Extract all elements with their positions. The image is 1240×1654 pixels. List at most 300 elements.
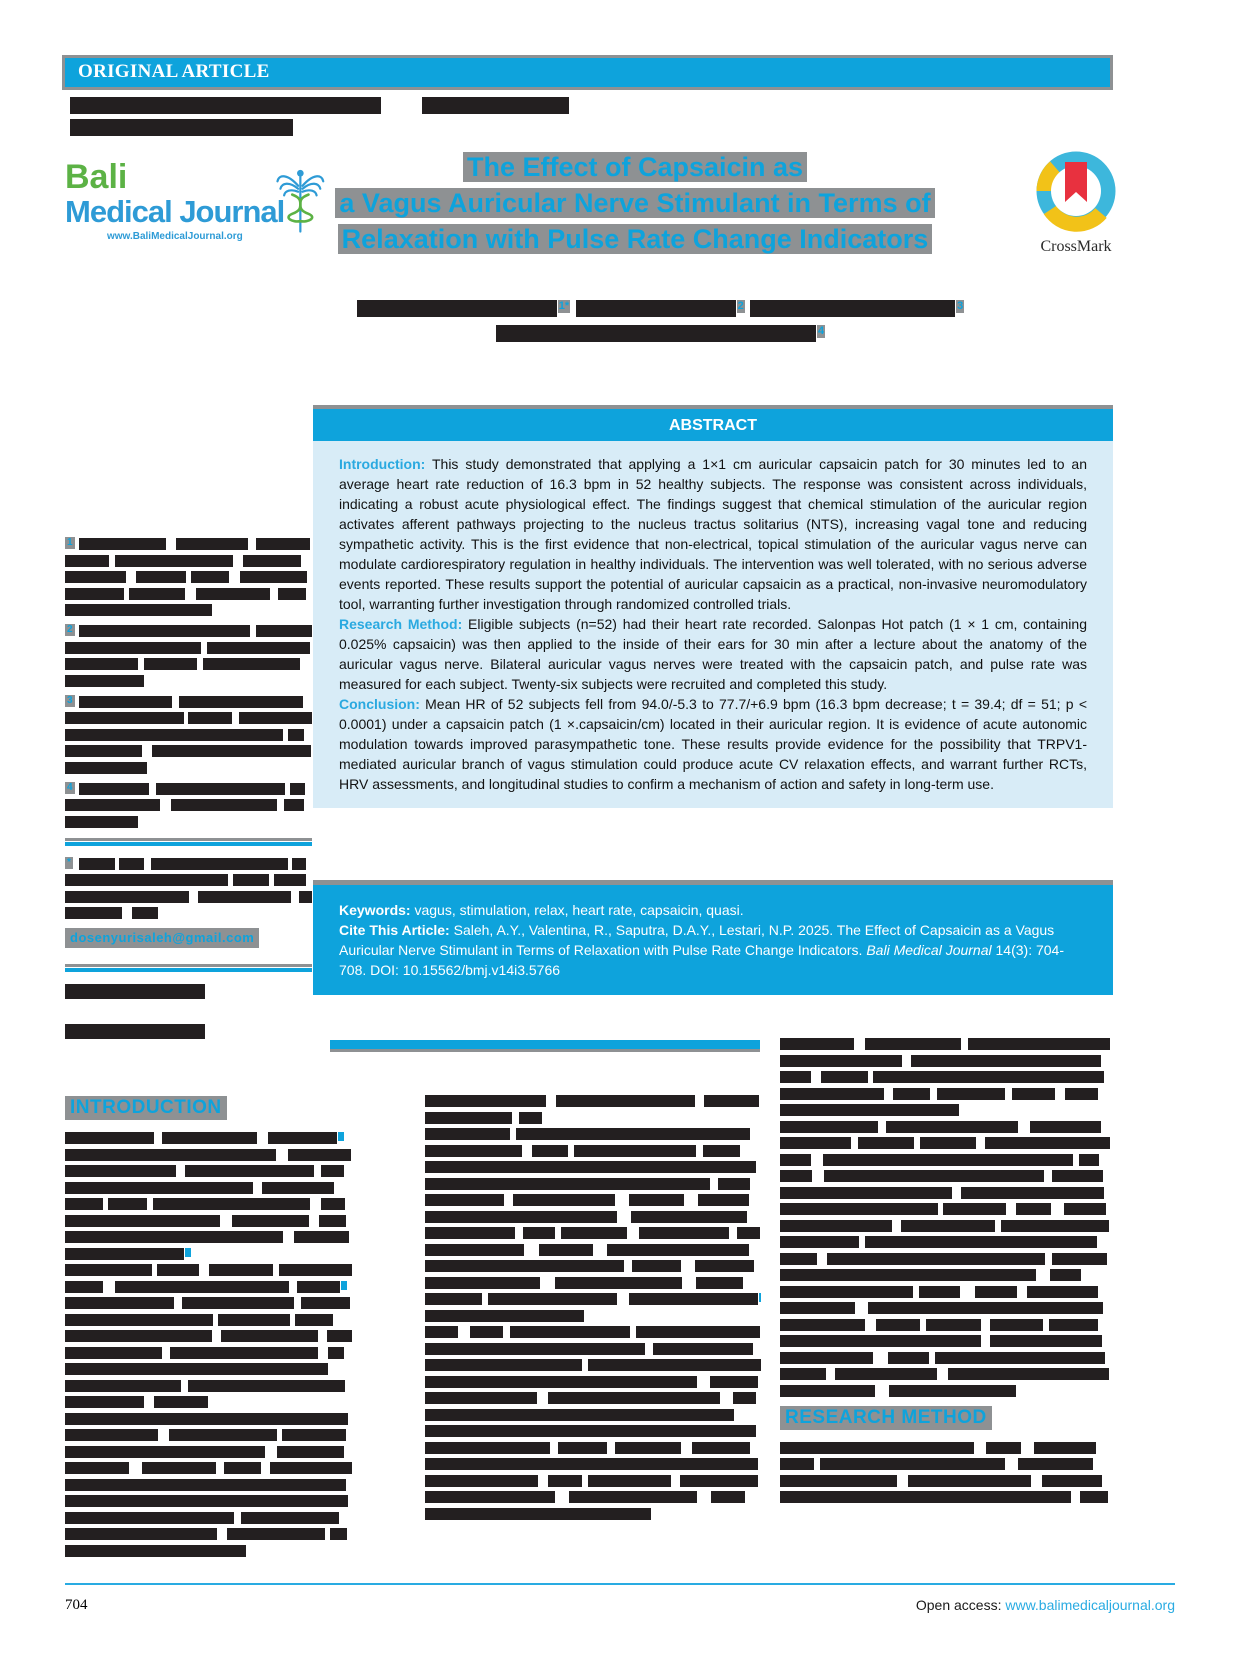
research-method-heading-label: RESEARCH METHOD — [780, 1406, 992, 1430]
redaction-bar — [295, 1380, 345, 1392]
redaction-bar — [192, 1363, 295, 1375]
redaction-bar — [103, 712, 184, 724]
keywords-line — [339, 900, 1087, 920]
citation-text-tail: 14(3): 704-708. DOI: 10.15562/bmj.v14i3.5766 — [339, 942, 1064, 978]
redaction-bar — [301, 1297, 350, 1309]
article-type-label: ORIGINAL ARTICLE — [78, 61, 270, 82]
redaction-bar — [129, 604, 212, 616]
redacted-line — [65, 729, 312, 741]
redaction-bar — [258, 1281, 289, 1293]
citation-mark — [759, 1293, 761, 1302]
redacted-line — [65, 1231, 353, 1243]
redacted-line — [425, 1359, 761, 1371]
redaction-bar — [873, 1368, 937, 1380]
abstract-conclusion-text: Mean HR of 52 subjects fell from 94.0/-5.3 to 77.7/+6.9 bpm (16.3 bpm decrease; t = 39.4; df = 51; p < 0.0001) under a capsaicin patch (1 ×.capsaicin/cm) located in their auricular region. It is evidence of acute autonomic modulation towards improved parasympathetic tone. These results provide evidence for the possibility that TRPV1-mediated auricular branch of vagus stimulation could produce acute CV relaxation effects, and warrant further RCTs, HRV assessments, and longitudinal studies to confirm a mechanism of action and safety in long-term use. — [339, 696, 1088, 792]
open-access-label: Open access: — [915, 1597, 1002, 1613]
redaction-bar — [873, 1071, 989, 1083]
redacted-line — [780, 1137, 1111, 1149]
redaction-bar — [425, 1128, 510, 1140]
redaction-bar — [919, 1286, 960, 1298]
redaction-bar — [1018, 1458, 1093, 1470]
redaction-bar — [188, 712, 232, 724]
redacted-line — [65, 1380, 353, 1392]
redacted-line — [65, 1182, 353, 1194]
received-date-redacted — [65, 984, 205, 999]
redaction-bar — [425, 1095, 546, 1107]
redaction-bar — [879, 1154, 942, 1166]
redacted-line — [780, 1038, 1111, 1050]
abstract-heading-label: ABSTRACT — [669, 417, 757, 434]
redaction-bar — [462, 1359, 582, 1371]
redaction-bar — [79, 625, 164, 637]
redacted-line — [425, 1409, 761, 1421]
affiliation-superscript: 1 — [67, 537, 73, 548]
redaction-bar — [65, 1248, 159, 1260]
redaction-bar — [159, 642, 201, 654]
redacted-line — [65, 1479, 353, 1491]
redacted-line — [780, 1121, 1111, 1133]
redaction-bar — [218, 1314, 250, 1326]
redaction-bar — [654, 1392, 686, 1404]
redaction-bar — [233, 874, 269, 886]
redaction-bar — [227, 1528, 254, 1540]
redacted-line — [425, 1392, 761, 1404]
redaction-bar — [945, 1491, 1071, 1503]
redacted-line — [65, 555, 312, 567]
redaction-bar — [1012, 1088, 1056, 1100]
redaction-bar — [153, 1198, 231, 1210]
redacted-line — [65, 1462, 353, 1474]
redaction-bar — [1030, 1121, 1083, 1133]
redacted-line — [780, 1335, 1111, 1347]
redacted-line — [425, 1425, 761, 1437]
redaction-bar — [497, 1178, 610, 1190]
redaction-bar — [1016, 1203, 1051, 1215]
redacted-link-line — [330, 1040, 760, 1052]
redacted-line — [425, 1491, 761, 1503]
redaction-bar — [70, 97, 381, 114]
redaction-bar — [79, 783, 149, 795]
redaction-bar — [170, 1347, 203, 1359]
affiliations-sidebar — [65, 538, 312, 1039]
redaction-bar — [780, 1335, 886, 1347]
redaction-bar — [115, 555, 184, 567]
redaction-bar — [65, 1182, 159, 1194]
redacted-line — [425, 1343, 761, 1355]
redaction-bar — [321, 1165, 344, 1177]
redaction-bar — [203, 658, 249, 670]
redaction-bar — [274, 874, 306, 886]
redaction-bar — [548, 1392, 653, 1404]
redacted-line — [65, 1512, 353, 1524]
abstract-conclusion-label: Conclusion: — [339, 696, 420, 712]
redaction-bar — [737, 1227, 759, 1239]
redaction-bar — [1057, 1368, 1109, 1380]
redaction-bar — [65, 762, 147, 774]
redaction-bar — [854, 1187, 952, 1199]
article-type-banner — [62, 55, 1113, 90]
introduction-heading — [65, 1096, 353, 1120]
redaction-bar — [698, 1194, 749, 1206]
affiliation-3 — [65, 696, 312, 774]
redaction-bar — [558, 1442, 607, 1454]
redaction-bar — [425, 1458, 460, 1470]
redaction-bar — [65, 1429, 158, 1441]
research-method-heading — [780, 1406, 1111, 1430]
abstract-body — [313, 441, 1113, 808]
redaction-bar — [196, 588, 269, 600]
redaction-bar — [65, 816, 138, 828]
redaction-bar — [236, 1413, 348, 1425]
redaction-bar — [629, 1194, 683, 1206]
redacted-line — [65, 538, 312, 550]
redacted-line — [780, 1269, 1111, 1281]
redaction-bar — [321, 1198, 345, 1210]
redaction-bar — [182, 1231, 283, 1243]
redaction-bar — [935, 1253, 1045, 1265]
redaction-bar — [710, 1376, 757, 1388]
redaction-bar — [207, 642, 268, 654]
redaction-bar — [889, 1385, 1016, 1397]
redacted-line — [65, 712, 312, 724]
redaction-bar — [270, 1462, 353, 1474]
redacted-line — [425, 1227, 761, 1239]
redaction-bar — [519, 1508, 651, 1520]
redaction-bar — [512, 1425, 629, 1437]
redaction-bar — [780, 1154, 811, 1166]
redaction-bar — [507, 1161, 601, 1173]
redaction-bar — [780, 1104, 884, 1116]
redaction-bar — [425, 1194, 504, 1206]
affiliation-4 — [65, 783, 312, 828]
redaction-bar — [65, 642, 159, 654]
redaction-bar — [278, 588, 306, 600]
redacted-line — [780, 1236, 1111, 1248]
redaction-bar — [574, 1145, 696, 1157]
redaction-bar — [630, 1409, 733, 1421]
citation-journal-name: Bali Medical Journal — [866, 942, 992, 958]
body-text-redacted — [425, 1095, 761, 1520]
redaction-bar — [425, 1376, 459, 1388]
redacted-line — [65, 696, 312, 708]
redacted-line — [780, 1352, 1111, 1364]
redaction-bar — [164, 625, 250, 637]
redacted-line — [70, 119, 1110, 136]
redaction-bar — [168, 1446, 265, 1458]
redaction-bar — [780, 1269, 898, 1281]
redaction-bar — [719, 1293, 758, 1305]
redacted-line — [425, 1475, 761, 1487]
redaction-bar — [519, 1112, 542, 1124]
redaction-bar — [893, 1088, 930, 1100]
redaction-bar — [780, 1187, 854, 1199]
redaction-bar — [229, 783, 285, 795]
redaction-bar — [295, 1314, 333, 1326]
redaction-bar — [561, 1227, 627, 1239]
redaction-bar — [65, 658, 138, 670]
redaction-bar — [1080, 1491, 1108, 1503]
redaction-bar — [951, 1170, 1044, 1182]
redaction-bar — [282, 1429, 346, 1441]
redaction-bar — [425, 1178, 497, 1190]
redaction-bar — [65, 675, 144, 687]
affiliation-1-redacted — [65, 538, 312, 616]
redaction-bar — [425, 1161, 456, 1173]
open-access-url[interactable]: www.balimedicaljournal.org — [1005, 1597, 1175, 1613]
redaction-bar — [215, 745, 245, 757]
redaction-bar — [569, 1491, 697, 1503]
redaction-bar — [990, 1319, 1043, 1331]
redaction-bar — [780, 1038, 854, 1050]
redaction-bar — [488, 1293, 617, 1305]
redaction-bar — [319, 1215, 345, 1227]
redaction-bar — [718, 1178, 750, 1190]
redaction-bar — [529, 1409, 630, 1421]
redacted-line — [780, 1385, 1111, 1397]
redaction-bar — [65, 1495, 166, 1507]
redaction-bar — [152, 745, 215, 757]
redaction-bar — [279, 1264, 352, 1276]
redaction-bar — [906, 1442, 974, 1454]
redaction-bar — [780, 1352, 824, 1364]
redaction-bar — [65, 1545, 174, 1557]
redaction-bar — [166, 1495, 196, 1507]
redacted-line — [65, 1413, 353, 1425]
redaction-bar — [1050, 1269, 1081, 1281]
redaction-bar — [780, 1137, 851, 1149]
redacted-line — [65, 762, 312, 774]
redaction-bar — [780, 1088, 884, 1100]
redacted-line — [65, 1132, 353, 1144]
redacted-line — [65, 625, 312, 637]
abstract-introduction-text: This study demonstrated that applying a 1×1 cm auricular capsaicin patch for 30 minutes led to an average heart rate reduction of 16.3 bpm in 52 healthy subjects. The response was consistent across individuals, indicating a robust acute physiological effect. The findings suggest that chemical stimulation of the auricular region activates afferent pathways projecting to the nucleus tractus solitarius (NTS), increasing vagal tone and reducing sympathetic activity. This is the first evidence that non-electrical, topical stimulation of the auricular vagus nerve can modulate cardiorespiratory regulation in healthy individuals. The intervention was well tolerated, with no serious adverse events reported. These results support the potential of auricular capsaicin as a practical, non-invasive neuromodulatory tool, warranting further investigation through randomized controlled trials. — [339, 456, 1087, 612]
redaction-bar — [926, 1319, 980, 1331]
redaction-bar — [241, 1512, 338, 1524]
citation-text: Saleh, A.Y., Valentina, R., Saputra, D.A.Y., Lestari, N.P. 2025. The Effect of Capsaicin as a Vagus Auricular Nerve Stimulant in Terms of Relaxation with Pulse Rate Change Indicators. — [339, 922, 1055, 958]
redacted-line — [425, 1277, 761, 1289]
redacted-line — [780, 1071, 1111, 1083]
redaction-bar — [780, 1368, 826, 1380]
redaction-bar — [296, 745, 311, 757]
redaction-bar — [131, 1528, 216, 1540]
redacted-line — [65, 1297, 353, 1309]
redaction-bar — [425, 1260, 495, 1272]
redaction-bar — [942, 1154, 1074, 1166]
redaction-bar — [169, 1429, 276, 1441]
redacted-line — [65, 858, 312, 870]
redaction-bar — [1082, 1121, 1101, 1133]
author-superscript: 3 — [957, 300, 964, 312]
redacted-line — [425, 1458, 761, 1470]
redaction-bar — [65, 1149, 96, 1161]
redacted-line — [65, 745, 312, 757]
redaction-bar — [250, 1314, 290, 1326]
redaction-bar — [65, 1380, 181, 1392]
page-number: 704 — [65, 1597, 88, 1613]
affiliation-3-redacted — [65, 696, 312, 774]
redacted-line — [65, 1429, 353, 1441]
redaction-bar — [865, 1038, 961, 1050]
redacted-line — [780, 1302, 1111, 1314]
redaction-bar — [695, 1260, 754, 1272]
redacted-line — [65, 1281, 353, 1293]
redaction-bar — [780, 1458, 814, 1470]
redaction-bar — [653, 1343, 752, 1355]
redacted-line — [65, 642, 312, 654]
redaction-bar — [780, 1491, 821, 1503]
redacted-line — [425, 1178, 761, 1190]
redacted-author-name — [750, 300, 955, 317]
research-method-text-redacted — [780, 1442, 1111, 1504]
open-access-line — [916, 1597, 1175, 1614]
redacted-line — [425, 1095, 761, 1107]
redaction-bar — [108, 1198, 147, 1210]
redaction-bar — [639, 1227, 729, 1239]
redaction-bar — [948, 1368, 1057, 1380]
redaction-bar — [1001, 1220, 1079, 1232]
redaction-bar — [1061, 1038, 1110, 1050]
redaction-bar — [310, 1495, 348, 1507]
redaction-bar — [733, 1392, 756, 1404]
redaction-bar — [901, 1220, 995, 1232]
redaction-bar — [425, 1343, 542, 1355]
redaction-bar — [425, 1310, 490, 1322]
redaction-bar — [112, 874, 179, 886]
redaction-bar — [108, 1446, 168, 1458]
redaction-bar — [195, 1495, 310, 1507]
redaction-bar — [65, 1215, 92, 1227]
redaction-bar — [65, 1198, 103, 1210]
redaction-bar — [1081, 1071, 1104, 1083]
redaction-bar — [65, 1347, 162, 1359]
redaction-bar — [65, 1132, 154, 1144]
author-line — [300, 300, 1020, 318]
redaction-bar — [886, 1121, 972, 1133]
authors-redacted — [300, 300, 1020, 350]
redaction-bar — [292, 858, 306, 870]
redacted-author-name — [357, 300, 557, 317]
introduction-text-redacted — [65, 1132, 353, 1557]
redaction-bar — [188, 1380, 295, 1392]
redaction-bar — [178, 1149, 276, 1161]
redacted-line — [65, 874, 312, 886]
body-column-2 — [425, 1095, 761, 1524]
redaction-bar — [425, 1211, 539, 1223]
redacted-line — [425, 1211, 761, 1223]
redaction-bar — [227, 858, 288, 870]
redaction-bar — [937, 1458, 1005, 1470]
redaction-bar — [821, 1071, 868, 1083]
redaction-bar — [481, 1425, 512, 1437]
redaction-bar — [65, 1297, 174, 1309]
redaction-bar — [260, 1330, 318, 1342]
redaction-bar — [937, 1236, 993, 1248]
redaction-bar — [65, 604, 129, 616]
redaction-bar — [65, 1528, 131, 1540]
redaction-bar — [542, 1343, 645, 1355]
redaction-bar — [191, 571, 229, 583]
logo-url[interactable]: www.BaliMedicalJournal.org — [107, 231, 243, 242]
corresponding-email[interactable]: dosenyurisaleh@gmail.com — [70, 930, 255, 945]
redacted-line — [780, 1475, 1111, 1487]
redaction-bar — [868, 1253, 935, 1265]
redaction-bar — [780, 1071, 811, 1083]
redaction-bar — [516, 1128, 646, 1140]
redaction-bar — [886, 1335, 930, 1347]
redaction-bar — [780, 1475, 897, 1487]
redaction-bar — [937, 1088, 1005, 1100]
redaction-bar — [65, 1264, 152, 1276]
redaction-bar — [680, 1475, 757, 1487]
redacted-line — [780, 1055, 1111, 1067]
redaction-bar — [171, 799, 196, 811]
redaction-bar — [425, 1491, 555, 1503]
redaction-bar — [65, 1512, 173, 1524]
redaction-bar — [668, 1458, 759, 1470]
redaction-bar — [232, 1215, 309, 1227]
redacted-line — [780, 1442, 1111, 1454]
redaction-bar — [159, 1182, 253, 1194]
redaction-bar — [460, 1458, 563, 1470]
affiliation-1 — [65, 538, 312, 616]
sidebar-divider — [65, 964, 312, 972]
redacted-line — [65, 658, 312, 670]
redaction-bar — [865, 1236, 936, 1248]
redaction-bar — [114, 1314, 213, 1326]
redacted-line — [65, 1165, 353, 1177]
redacted-line — [425, 1244, 761, 1256]
redaction-bar — [470, 1326, 503, 1338]
redaction-bar — [249, 658, 300, 670]
redacted-line — [65, 1330, 353, 1342]
redaction-bar — [562, 1458, 667, 1470]
redaction-bar — [1080, 1220, 1110, 1232]
redaction-bar — [151, 858, 227, 870]
redaction-bar — [254, 1528, 324, 1540]
redaction-bar — [1076, 1187, 1104, 1199]
redaction-bar — [995, 1475, 1031, 1487]
redaction-bar — [989, 1071, 1081, 1083]
redaction-bar — [911, 1055, 1001, 1067]
redacted-line — [425, 1145, 761, 1157]
redaction-bar — [630, 1095, 695, 1107]
redaction-bar — [632, 1260, 681, 1272]
redaction-bar — [79, 858, 115, 870]
redacted-line — [425, 1293, 761, 1305]
redaction-bar — [268, 1132, 337, 1144]
redaction-bar — [184, 555, 232, 567]
title-line: a Vagus Auricular Nerve Stimulant in Terms of — [335, 188, 934, 218]
redaction-bar — [539, 1244, 592, 1256]
affiliation-superscript: 4 — [67, 781, 73, 793]
redaction-bar — [824, 1170, 951, 1182]
redacted-line — [65, 588, 312, 600]
redacted-line — [425, 1376, 761, 1388]
redaction-bar — [65, 571, 126, 583]
redaction-bar — [721, 1326, 760, 1338]
redaction-bar — [261, 1479, 346, 1491]
redacted-line — [65, 907, 312, 919]
redaction-bar — [174, 1545, 245, 1557]
redaction-bar — [920, 1137, 976, 1149]
redacted-line — [65, 604, 312, 616]
redaction-bar — [1052, 1253, 1107, 1265]
introduction-heading-label: INTRODUCTION — [65, 1096, 227, 1120]
redaction-bar — [684, 1359, 761, 1371]
redaction-bar — [425, 1442, 550, 1454]
redaction-bar — [65, 1165, 176, 1177]
crossmark-badge[interactable] — [1026, 150, 1126, 256]
